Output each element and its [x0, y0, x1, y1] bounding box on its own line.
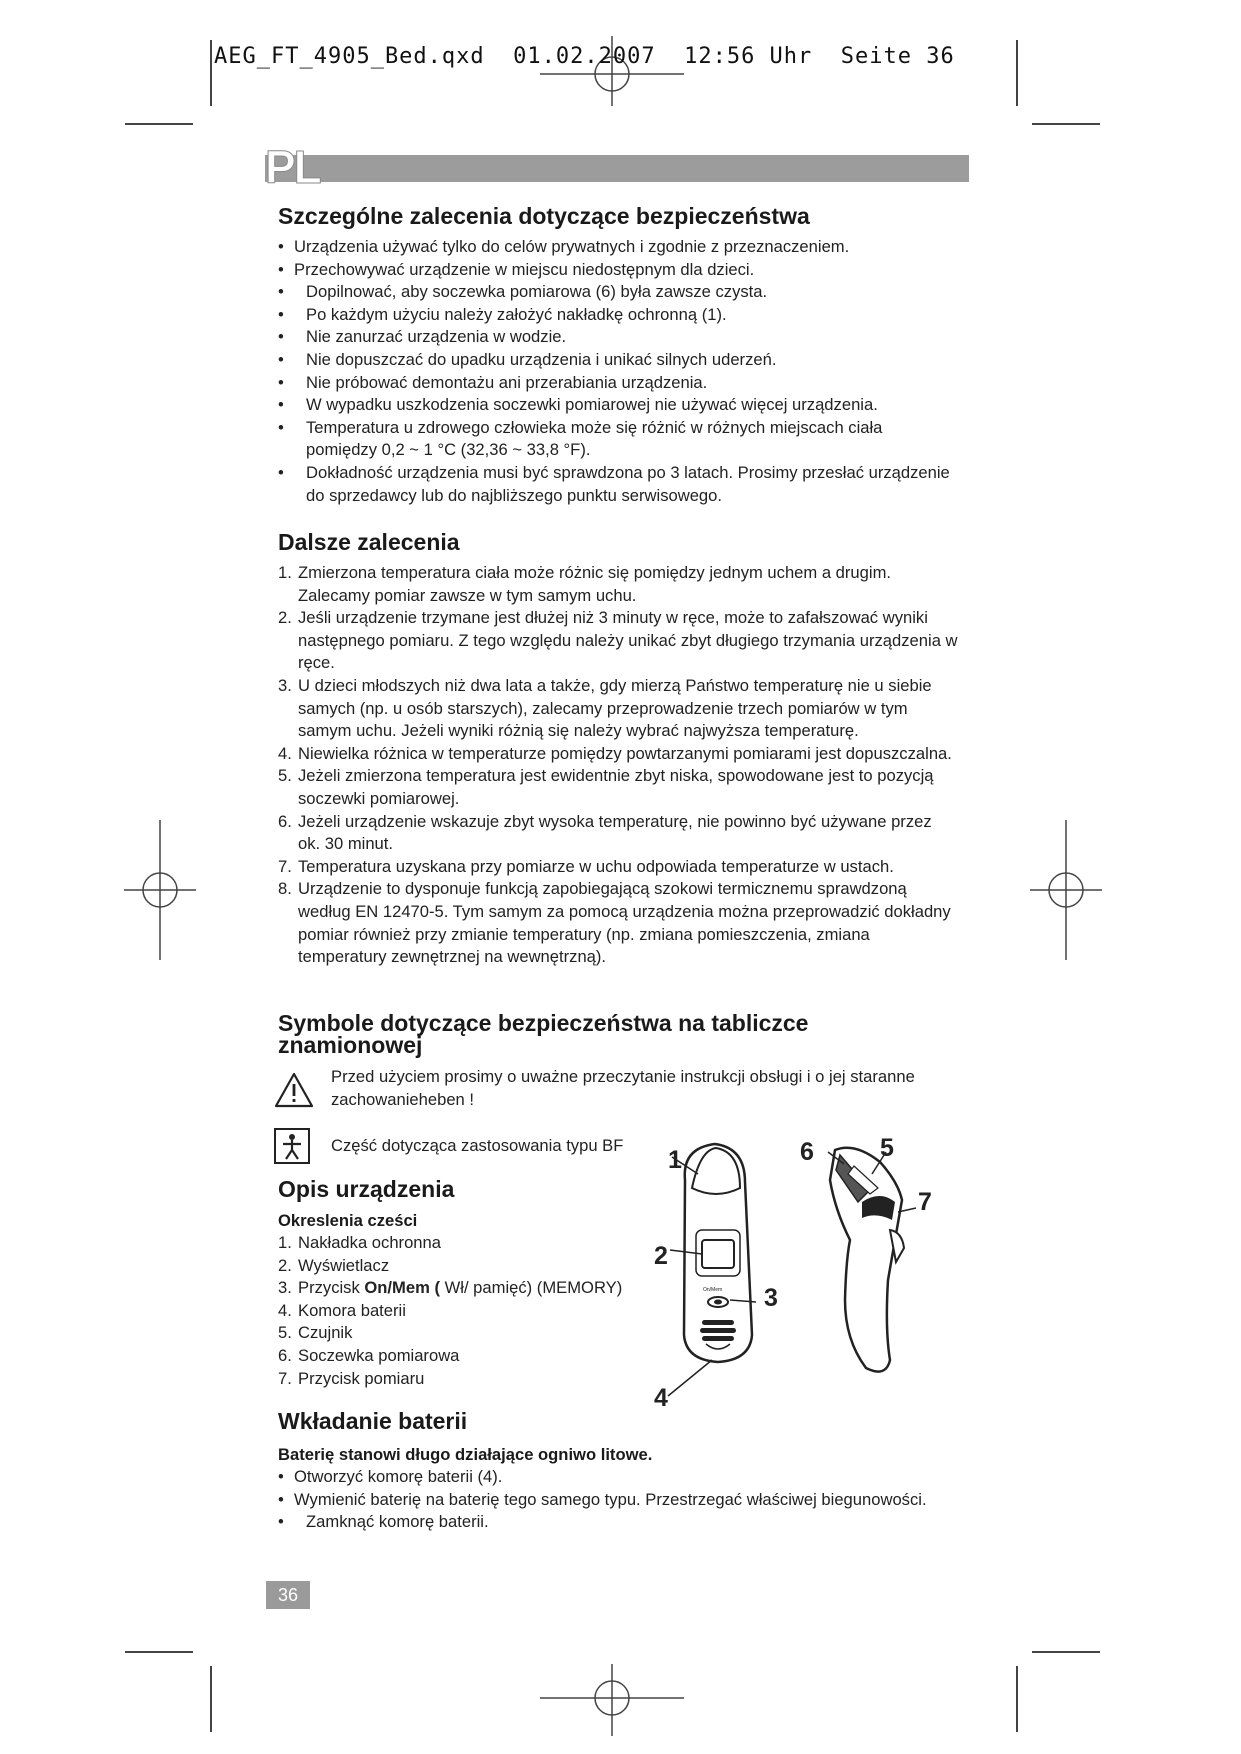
callout-4: 4: [654, 1384, 668, 1412]
list-item: 1. Zmierzona temperatura ciała może różnic się pomiędzy jednym uchem a drugim. Zalecamy pomiar zawsze w tym samym uchu.: [278, 563, 892, 605]
further-list: [278, 562, 958, 969]
list-item: 3. Przycisk On/Mem ( Wł/ pamięć) (MEMORY): [278, 1278, 623, 1298]
safety-list: [278, 236, 958, 507]
on-mem-label: On/Mem: [703, 1287, 723, 1293]
list-item: 2. Wyświetlacz: [278, 1255, 390, 1275]
parts-list: [278, 1232, 678, 1390]
device-subheading: Okreslenia cześci: [278, 1211, 418, 1230]
list-item: 4. Komora baterii: [278, 1300, 406, 1320]
further-heading: Dalsze zalecenia: [278, 529, 460, 555]
list-item: 4. Niewielka różnica w temperaturze pomiędzy powtarzanymi pomiarami jest dopuszczalna.: [278, 743, 952, 763]
battery-list: [278, 1466, 968, 1534]
list-item: • Dopilnować, aby soczewka pomiarowa (6) była zawsze czysta.: [278, 282, 768, 302]
list-item: • Zamknąć komorę baterii.: [278, 1512, 489, 1532]
list-item: • Po każdym użyciu należy założyć nakładkę ochronną (1).: [278, 304, 727, 324]
list-item: 8. Urządzenie to dysponuje funkcją zapobiegającą szokowi termicznemu sprawdzoną według EN 12470-5. Tym samym za pomocą urządzenia można przeprowadzić dokładny pomiar również przy zmianie temperatury (np. zmiana pomieszczenia, zmiana temperatury zewnętrznej na wewnętrzną).: [278, 879, 951, 967]
list-item: 1. Nakładka ochronna: [278, 1233, 441, 1252]
list-item: • Nie próbować demontażu ani przerabiania urządzenia.: [278, 372, 708, 392]
list-item: 6. Soczewka pomiarowa: [278, 1345, 460, 1365]
list-item: • Dokładność urządzenia musi być sprawdzona po 3 latach. Prosimy przesłać urządzenie do sprzedawcy lub do najbliższego punktu serwisowego.: [278, 462, 950, 505]
callout-7: 7: [918, 1188, 932, 1216]
symbols-heading: Symbole dotyczące bezpieczeństwa na tabliczce znamionowej: [278, 1010, 809, 1058]
print-slug: AEG_FT_4905_Bed.qxd 01.02.2007 12:56 Uhr Seite 36: [214, 44, 955, 69]
list-item: • W wypadku uszkodzenia soczewki pomiarowej nie używać więcej urządzenia.: [278, 395, 878, 415]
device-heading: Opis urządzenia: [278, 1176, 455, 1202]
list-item: 3. U dzieci młodszych niż dwa lata a także, gdy mierzą Państwo temperaturę nie u siebie samych (np. u osób starszych), zalecamy przeprowadzenie trzech pomiarów w tym samym uchu. Jeżeli wyniki różnią się należy wybrać najwyższa temperaturę.: [278, 675, 932, 741]
language-tab: PL: [265, 141, 320, 193]
list-item: • Nie zanurzać urządzenia w wodzie.: [278, 327, 567, 347]
callout-1: 1: [668, 1146, 682, 1174]
registration-mark-bottom: [540, 1660, 684, 1736]
registration-mark-right: [1030, 820, 1102, 960]
display-screen: [702, 1240, 734, 1268]
list-item: 2. Jeśli urządzenie trzymane jest dłużej niż 3 minuty w ręce, może to zafałszować wyniki następnego pomiaru. Z tego względu należy unikać zbyt długiego trzymania urządzenia w ręce.: [278, 608, 958, 673]
list-item: 5. Jeżeli zmierzona temperatura jest ewidentnie zbyt niska, spowodowane jest to pozycją soczewki pomiarowej.: [278, 766, 934, 808]
list-item: • Urządzenia używać tylko do celów prywatnych i zgodnie z przeznaczeniem.: [278, 237, 850, 256]
list-item: • Nie dopuszczać do upadku urządzenia i unikać silnych uderzeń.: [278, 349, 777, 369]
list-item: 5. Czujnik: [278, 1323, 353, 1343]
list-item: 7. Temperatura uzyskana przy pomiarze w uchu odpowiada temperaturze w ustach.: [278, 856, 894, 876]
registration-mark-left: [124, 820, 196, 960]
battery-heading: Wkładanie baterii: [278, 1408, 468, 1434]
list-item: • Temperatura u zdrowego człowieka może się różnić w różnych miejscach ciała pomiędzy 0,2 ~ 1 °C (32,36 ~ 33,8 °F).: [278, 417, 883, 460]
warning-triangle-icon: [274, 1072, 314, 1108]
callout-2: 2: [654, 1242, 668, 1270]
list-item: • Otworzyć komorę baterii (4).: [278, 1467, 503, 1486]
safety-heading: Szczególne zalecenia dotyczące bezpieczeństwa: [278, 203, 810, 229]
callout-6: 6: [800, 1138, 814, 1166]
thermometer-illustration: [640, 1130, 960, 1420]
list-item: • Wymienić baterię na baterię tego samego typu. Przestrzegać właściwej biegunowości.: [278, 1489, 927, 1509]
list-item: 6. Jeżeli urządzenie wskazuje zbyt wysoka temperaturę, nie powinno być używane przez ok. 30 minut.: [278, 811, 932, 854]
bf-text: Część dotycząca zastosowania typu BF: [331, 1136, 624, 1155]
callout-3: 3: [764, 1284, 778, 1312]
bf-symbol-icon: [274, 1128, 310, 1164]
language-bar: [265, 155, 969, 182]
battery-subheading: Baterię stanowi długo działające ogniwo litowe.: [278, 1445, 653, 1464]
warning-text: Przed użyciem prosimy o uważne przeczytanie instrukcji obsługi i o jej staranne zachowanieheben !: [331, 1067, 915, 1109]
callout-5: 5: [880, 1134, 894, 1162]
list-item: • Przechowywać urządzenie w miejscu niedostępnym dla dzieci.: [278, 259, 755, 279]
list-item: 7. Przycisk pomiaru: [278, 1368, 425, 1388]
page-number: 36: [266, 1581, 310, 1609]
